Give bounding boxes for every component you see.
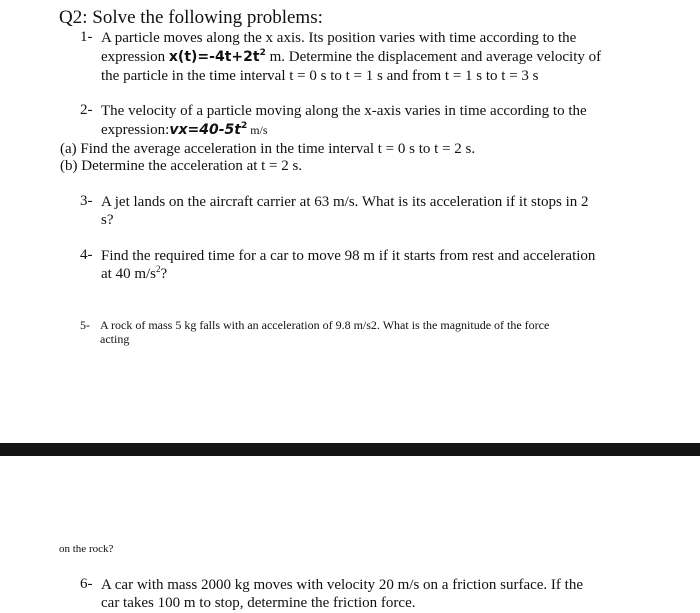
problem-2-number: 2-: [80, 102, 93, 118]
problem-3-line-2: s?: [101, 212, 114, 228]
problem-6-line-1: A car with mass 2000 kg moves with velocity 20 m/s on a friction surface. If the: [101, 577, 583, 593]
problem-1-line-1: A particle moves along the x axis. Its position varies with time according to the: [101, 30, 577, 46]
problem-4-number: 4-: [80, 247, 93, 263]
problem-1-line-2: expression $x(t)=-4t+2t^2$ m. Determine the displacement and average velocity of: [101, 48, 602, 65]
problem-3-line-1: A jet lands on the aircraft carrier at 63 m/s. What is its acceleration if it stops in 2: [101, 194, 589, 210]
problem-2-part-a: (a) Find the average acceleration in the time interval t = 0 s to t = 2 s.: [60, 141, 476, 157]
problem-1-expression: x(t)=-4t+2t: [168, 49, 260, 65]
problem-6-number: 6-: [80, 576, 93, 592]
problem-4-line-1: Find the required time for a car to move 98 m if it starts from rest and acceleration: [101, 248, 596, 264]
problem-1-number: 1-: [80, 29, 93, 45]
problem-3-number: 3-: [80, 193, 93, 209]
problem-1-line-3: the particle in the time interval t = 0 s to t = 1 s and from t = 1 s to t = 3 s: [101, 68, 539, 84]
problem-2-expression: vx=40-5t: [169, 122, 241, 138]
problem-2-line-2: $expression:vx=40-5t^2$ m/s: [101, 121, 268, 138]
problem-5-number: 5-: [80, 318, 90, 332]
problem-2-line-1: The velocity of a particle moving along the x-axis varies in time according to the: [101, 103, 587, 119]
page-break-divider: [0, 443, 700, 456]
problem-6-line-2: car takes 100 m to stop, determine the friction force.: [101, 595, 416, 611]
problem-5-line-1: A rock of mass 5 kg falls with an acceleration of 9.8 m/s2. What is the magnitude of the force: [100, 318, 550, 332]
problem-4-line-2: at 40 $m/s^2$?: [101, 264, 168, 282]
problem-5-continuation: on the rock?: [59, 543, 114, 555]
problem-5-line-2: acting: [100, 332, 130, 346]
page-title: Q2: Solve the following problems:: [59, 7, 323, 28]
problem-2-part-b: (b) Determine the acceleration at t = 2 s.: [60, 158, 303, 174]
